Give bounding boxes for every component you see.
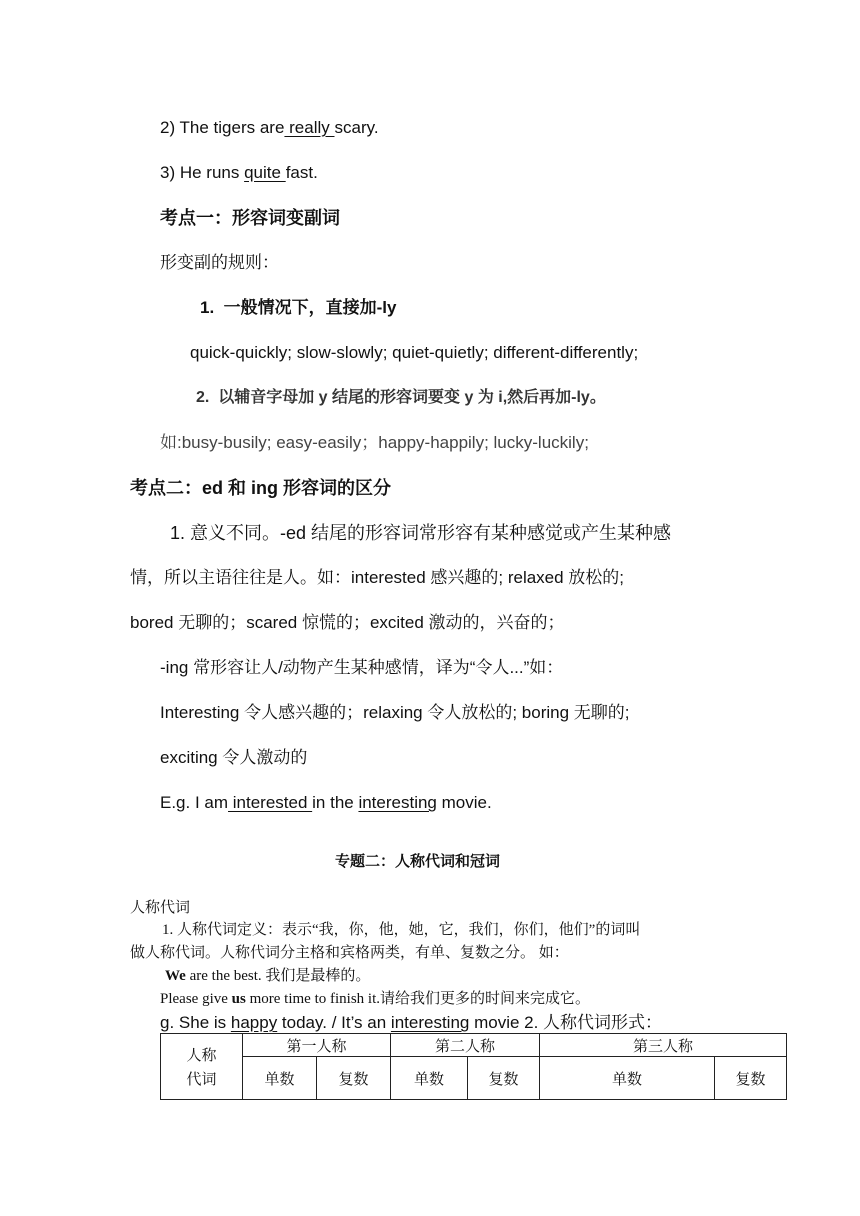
definition-line-1: 1. 人称代词定义：表示“我，你，他，她，它，我们，你们，他们”的词叫 (162, 922, 641, 938)
plural-cell: 复数 (317, 1057, 391, 1100)
underlined-word: quite (244, 163, 286, 182)
topic-2-title: 专题二：人称代词和冠词 (335, 853, 501, 870)
singular-cell: 单数 (391, 1057, 468, 1100)
pronoun-form-table (160, 1033, 787, 1100)
pronoun-title: 人称代词 (130, 900, 191, 916)
row-header-cell: 人称代词 (161, 1034, 243, 1100)
rule-2-example: 如:busy-busily; easy-easily；happy-happily; lucky-luckily; (160, 433, 589, 452)
header-first-person: 第一人称 (243, 1034, 391, 1057)
rules-title: 形变副的规则： (160, 253, 279, 272)
paragraph-line: 1. 意义不同。-ed 结尾的形容词常形容有某种感觉或产生某种感 (170, 523, 672, 543)
example-sentence-2: g. She is happy today. / It’s an interesting movie 2. 人称代词形式： (160, 1013, 663, 1032)
paragraph-line: Interesting 令人感兴趣的；relaxing 令人放松的; boring 无聊的; (160, 703, 630, 722)
singular-cell: 单数 (540, 1057, 715, 1100)
pronoun-example-2: Please give us more time to finish it.请给我们更多的时间来完成它。 (160, 991, 590, 1007)
singular-cell: 单数 (243, 1057, 317, 1100)
underlined-word: happy (230, 1013, 278, 1032)
header-second-person: 第二人称 (391, 1034, 540, 1057)
paragraph-line: -ing 常形容让人/动物产生某种感情，译为“令人...”如： (160, 658, 564, 677)
underlined-word: interesting (358, 793, 437, 812)
underlined-word: really (284, 118, 335, 137)
rule-1: 1. 一般情况下，直接加-ly (200, 298, 397, 317)
paragraph-line: 情，所以主语往往是人。如：interested 感兴趣的; relaxed 放松的; (130, 568, 625, 587)
plural-cell: 复数 (715, 1057, 787, 1100)
rule-2: 2. 以辅音字母加 y 结尾的形容词要变 y 为 i,然后再加-ly。 (196, 389, 606, 406)
paragraph-line: bored 无聊的；scared 惊慌的；excited 激动的，兴奋的； (130, 613, 565, 632)
header-third-person: 第三人称 (540, 1034, 787, 1057)
section-heading-2: 考点二：ed 和 ing 形容词的区分 (130, 478, 391, 498)
pronoun-example-1: We are the best. 我们是最棒的。 (165, 968, 371, 984)
example-line-3: 3) He runs quite fast. (160, 163, 318, 182)
example-line-2: 2) The tigers are really scary. (160, 118, 379, 137)
section-heading-1: 考点一：形容词变副词 (160, 208, 340, 228)
example-sentence: E.g. I am interested in the interesting movie. (160, 793, 492, 812)
rule-1-example: quick-quickly; slow-slowly; quiet-quietly; different-differently; (190, 343, 639, 362)
plural-cell: 复数 (468, 1057, 540, 1100)
underlined-word: interesting (390, 1013, 470, 1032)
paragraph-line: exciting 令人激动的 (160, 748, 308, 767)
underlined-word: interested (228, 793, 313, 812)
definition-line-2: 做人称代词。人称代词分主格和宾格两类，有单、复数之分。 如： (130, 945, 569, 961)
